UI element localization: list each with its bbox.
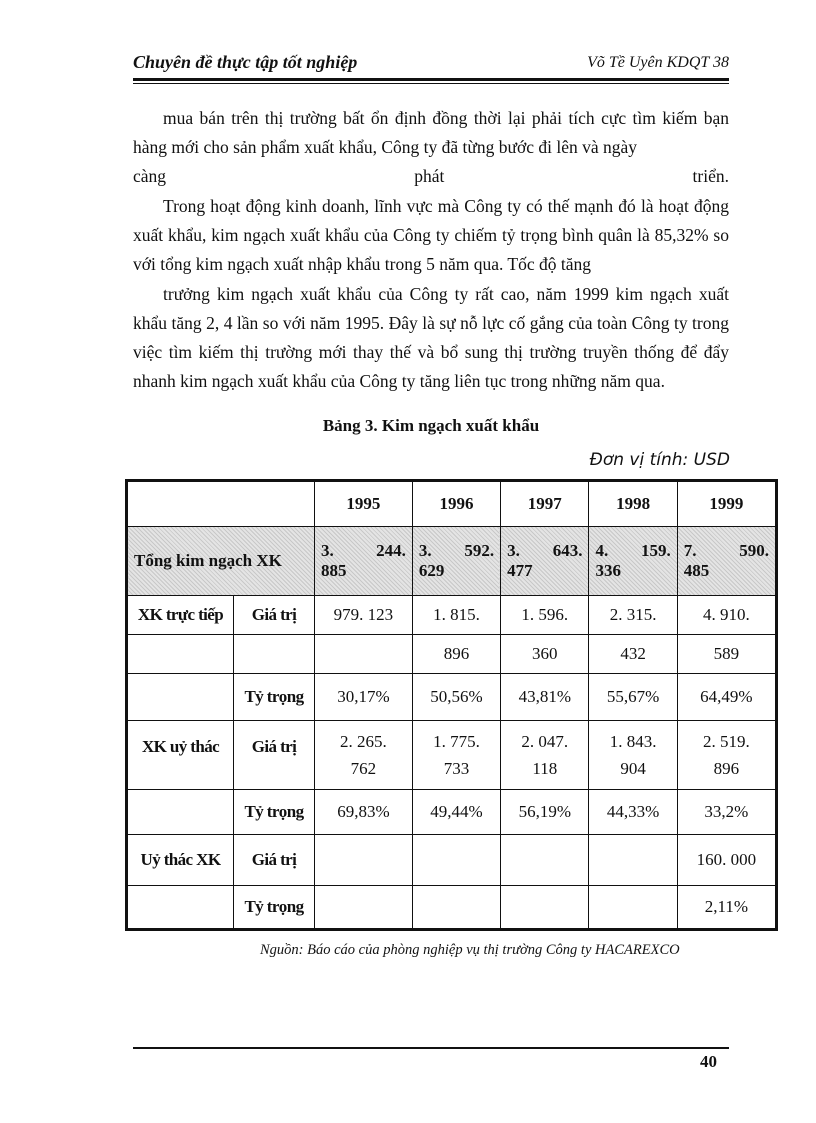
table-row-direct-share: [127, 674, 777, 721]
table-cell: [589, 886, 677, 930]
page-number: 40: [700, 1052, 717, 1071]
table-cell: [412, 835, 500, 886]
table-title: Bảng 3. Kim ngạch xuất khẩu: [322, 416, 540, 435]
table-cell: [127, 674, 234, 721]
paragraph-1-word-3: triển.: [692, 166, 729, 186]
table-row-total: [127, 527, 777, 596]
table-cell: [127, 886, 234, 930]
table-row-trust-share: [127, 790, 777, 835]
table-cell: 1. 815.: [412, 596, 500, 635]
table-cell: [315, 835, 413, 886]
table-row-direct-value-cont: [127, 635, 777, 674]
table-row-entrust-share: [127, 886, 777, 930]
header-empty-cell: [127, 481, 315, 527]
paragraph-1: [133, 104, 729, 191]
table-cell: 896: [412, 635, 500, 674]
table-row-trust-value: [127, 721, 777, 790]
header-divider-thin: [133, 83, 729, 84]
table-cell: 55,67%: [589, 674, 677, 721]
table-cell: 432: [589, 635, 677, 674]
total-cell: 4. 159. 336: [589, 527, 677, 596]
header-author: Võ Tề Uyên KDQT 38: [587, 54, 729, 71]
table-cell: [127, 635, 234, 674]
page-header: [133, 52, 729, 78]
entrust-label: Uỷ thác XK: [127, 835, 234, 886]
table-cell: 44,33%: [589, 790, 677, 835]
table-cell: 43,81%: [501, 674, 589, 721]
total-cell: 3. 244. 885: [315, 527, 413, 596]
table-cell: 2,11%: [677, 886, 776, 930]
paragraph-1-last-line: [133, 162, 729, 191]
paragraph-3: trưởng kim ngạch xuất khẩu của Công ty rất cao, năm 1999 kim ngạch xuất khẩu tăng 2, 4 lần so với năm 1995. Đây là sự nỗ lực cố gắng của toàn Công ty trong việc tìm kiếm thị trường mới thay thế và bổ sung thị trường truyền thống để đẩy nhanh kim ngạch xuất khẩu của Công ty tăng liên tục trong những năm qua.: [133, 284, 729, 391]
table-cell: 49,44%: [412, 790, 500, 835]
table-cell: [412, 886, 500, 930]
value-label: Giá trị: [234, 835, 315, 886]
table-cell: [127, 790, 234, 835]
table-cell: 69,83%: [315, 790, 413, 835]
paragraph-1-text: mua bán trên thị trường bất ổn định đồng thời lại phải tích cực tìm kiếm bạn hàng mới cho sản phẩm xuất khẩu, Công ty đã từng bước đi lên và ngày: [133, 108, 729, 157]
table-cell: 1. 843. 904: [589, 721, 677, 790]
paragraph-2: Trong hoạt động kinh doanh, lĩnh vực mà Công ty có thế mạnh đó là hoạt động xuất khẩu, kim ngạch xuất khẩu của Công ty chiếm tỷ trọng bình quân là 85,32% so với tổng kim ngạch xuất nhập khẩu trong 5 năm qua. Tốc độ tăng: [133, 196, 729, 274]
table-row-entrust-value: [127, 835, 777, 886]
table-cell: 979. 123: [315, 596, 413, 635]
header-divider: [133, 78, 729, 81]
table-cell: 64,49%: [677, 674, 776, 721]
table-cell: 360: [501, 635, 589, 674]
table-cell: [315, 886, 413, 930]
table-cell: [501, 835, 589, 886]
table-cell: 589: [677, 635, 776, 674]
table-cell: 2. 315.: [589, 596, 677, 635]
table-cell: [589, 835, 677, 886]
year-header: 1996: [412, 481, 500, 527]
paragraph-1-word-2: phát: [414, 166, 445, 186]
total-cell: 7. 590. 485: [677, 527, 776, 596]
table-cell: 2. 047. 118: [501, 721, 589, 790]
trust-label: XK uỷ thác: [127, 721, 234, 790]
table-cell: 160. 000: [677, 835, 776, 886]
year-header: 1998: [589, 481, 677, 527]
paragraph-1-word-1: càng: [133, 166, 167, 186]
table-cell: 4. 910.: [677, 596, 776, 635]
table-header-row: [127, 481, 777, 527]
export-table: [125, 479, 778, 931]
footer-divider: [133, 1047, 729, 1049]
table-cell: 56,19%: [501, 790, 589, 835]
table-unit: Đơn vị tính: USD: [589, 450, 730, 470]
total-label: Tổng kim ngạch XK: [127, 527, 315, 596]
table-row-direct-value: [127, 596, 777, 635]
total-cell: 3. 592. 629: [412, 527, 500, 596]
table-cell: [234, 635, 315, 674]
table-cell: 2. 265. 762: [315, 721, 413, 790]
table-cell: 1. 775. 733: [412, 721, 500, 790]
table-cell: 1. 596.: [501, 596, 589, 635]
table-cell: [315, 635, 413, 674]
total-cell: 3. 643. 477: [501, 527, 589, 596]
share-label: Tỷ trọng: [234, 790, 315, 835]
header-title: Chuyên đề thực tập tốt nghiệp: [133, 52, 358, 72]
value-label: Giá trị: [234, 721, 315, 790]
table-cell: 2. 519. 896: [677, 721, 776, 790]
table-source: Nguồn: Báo cáo của phòng nghiệp vụ thị trường Công ty HACAREXCO: [260, 942, 680, 958]
table-cell: 30,17%: [315, 674, 413, 721]
year-header: 1995: [315, 481, 413, 527]
table-cell: 50,56%: [412, 674, 500, 721]
direct-label: XK trực tiếp: [127, 596, 234, 635]
value-label: Giá trị: [234, 596, 315, 635]
table-cell: 33,2%: [677, 790, 776, 835]
year-header: 1997: [501, 481, 589, 527]
year-header: 1999: [677, 481, 776, 527]
share-label: Tỷ trọng: [234, 886, 315, 930]
share-label: Tỷ trọng: [234, 674, 315, 721]
table-cell: [501, 886, 589, 930]
